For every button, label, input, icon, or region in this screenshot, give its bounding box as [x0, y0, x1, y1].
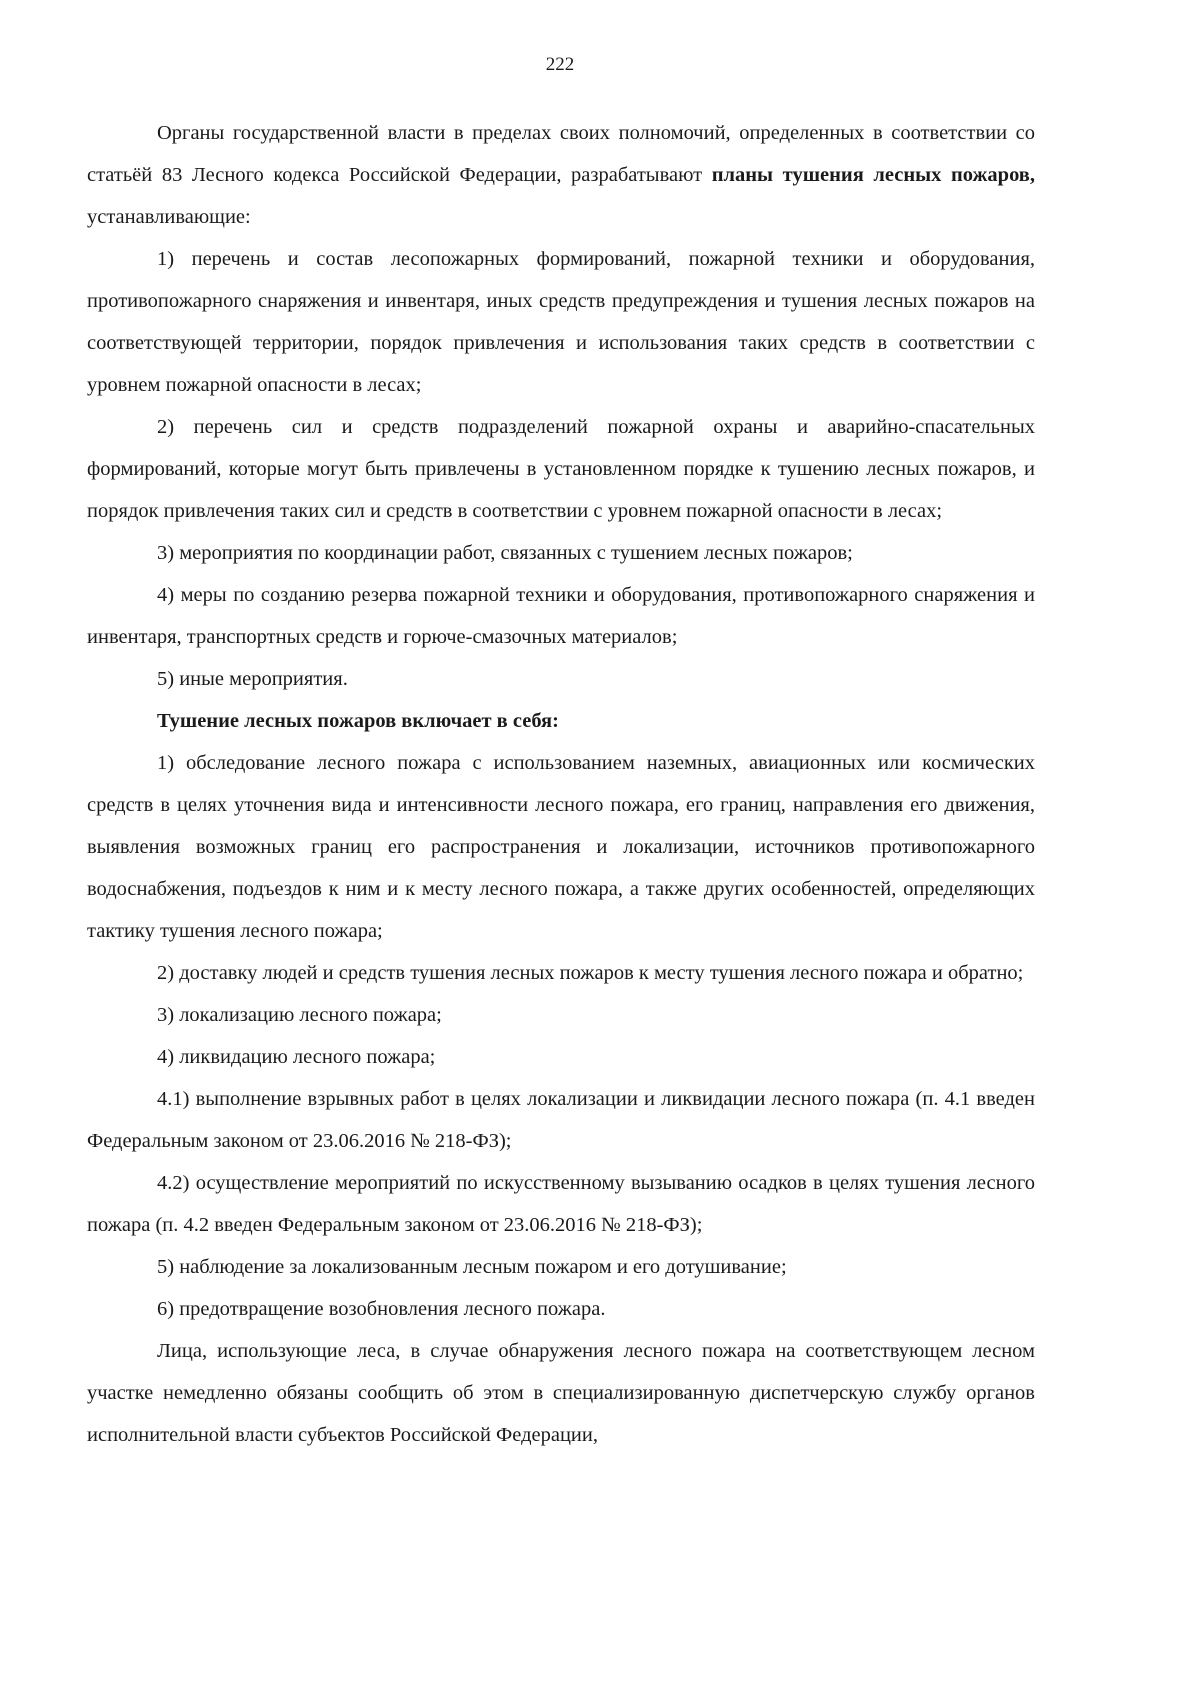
section-heading — [87, 700, 1035, 742]
paragraph-intro — [87, 112, 1035, 238]
page-number: 222 — [545, 54, 575, 75]
extinguish-item-4-1: 4.1) выполнение взрывных работ в целях локализации и ликвидации лесного пожара (п. 4.1 введен Федеральным законом от 23.06.2016 № 218-ФЗ); — [87, 1088, 1035, 1152]
extinguish-item-2: 2) доставку людей и средств тушения лесных пожаров к месту тушения лесного пожара и обратно; — [157, 962, 1024, 984]
list-item-5: 5) иные мероприятия. — [157, 668, 348, 690]
extinguish-item-3: 3) локализацию лесного пожара; — [157, 1004, 442, 1026]
list-item-3: 3) мероприятия по координации работ, связанных с тушением лесных пожаров; — [157, 542, 853, 564]
list-item-4: 4) меры по созданию резерва пожарной техники и оборудования, противопожарного снаряжения и инвентаря, транспортных средств и горюче-смазочных материалов; — [87, 584, 1035, 648]
list-item-1: 1) перечень и состав лесопожарных формирований, пожарной техники и оборудования, противопожарного снаряжения и инвентаря, иных средств предупреждения и тушения лесных пожаров на соответствующей территории, порядок привлечения и использования таких средств в соответствии с уровнем пожарной опасности в лесах; — [87, 248, 1035, 396]
list-item-2: 2) перечень сил и средств подразделений пожарной охраны и аварийно-спасательных формирований, которые могут быть привлечены в установленном порядке к тушению лесных пожаров, и порядок привлечения таких сил и средств в соответствии с уровнем пожарной опасности в лесах; — [87, 416, 1035, 522]
intro-end: устанавливающие: — [87, 206, 251, 228]
intro-text: Органы государственной власти в пределах своих полномочий, определенных в соответствии со статьёй 83 Лесного кодекса Российской Федерации, разрабатывают — [87, 122, 1035, 186]
extinguish-item-4-2: 4.2) осуществление мероприятий по искусственному вызыванию осадков в целях тушения лесного пожара (п. 4.2 введен Федеральным законом от 23.06.2016 № 218-ФЗ); — [87, 1172, 1035, 1236]
final-paragraph: Лица, использующие леса, в случае обнаружения лесного пожара на соответствующем лесном участке немедленно обязаны сообщить об этом в специализированную диспетчерскую службу органов исполнительной власти субъектов Российской Федерации, — [87, 1340, 1035, 1446]
extinguish-item-5: 5) наблюдение за локализованным лесным пожаром и его дотушивание; — [157, 1256, 787, 1278]
extinguish-item-1: 1) обследование лесного пожара с использованием наземных, авиационных или космических средств в целях уточнения вида и интенсивности лесного пожара, его границ, направления его движения, выявления возможных границ его распространения и локализации, источников противопожарного водоснабжения, подъездов к ним и к месту лесного пожара, а также других особенностей, определяющих тактику тушения лесного пожара; — [87, 752, 1035, 942]
intro-bold-term: планы тушения лесных пожаров, — [711, 164, 1035, 186]
section-heading-text: Тушение лесных пожаров включает в себя: — [157, 710, 559, 732]
document-body — [87, 112, 1035, 1456]
extinguish-item-6: 6) предотвращение возобновления лесного пожара. — [157, 1298, 606, 1320]
extinguish-item-4: 4) ликвидацию лесного пожара; — [157, 1046, 436, 1068]
